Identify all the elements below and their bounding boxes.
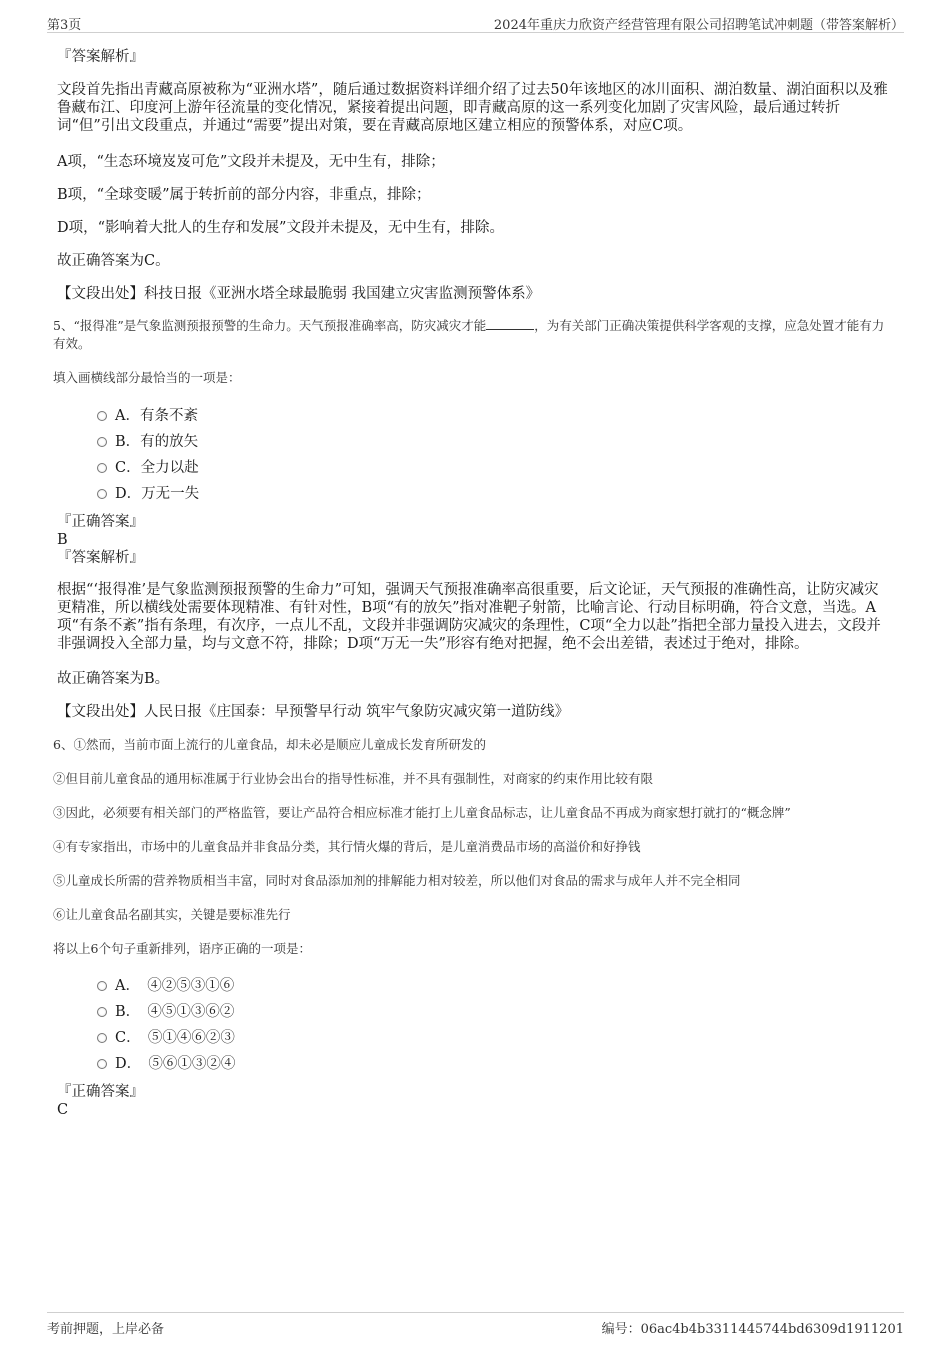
page-footer xyxy=(47,1312,904,1337)
q6-sentence-1: 6、①然而，当前市面上流行的儿童食品，却未必是顺应儿童成长发育所研发的 xyxy=(53,737,486,752)
radio-icon[interactable] xyxy=(97,1007,107,1017)
q6-sentence-4: ④有专家指出，市场中的儿童食品并非食品分类，其行情火爆的背后，是儿童消费品市场的高溢价和好挣钱 xyxy=(53,839,641,854)
q4-source: 【文段出处】科技日报《亚洲水塔全球最脆弱 我国建立灾害监测预警体系》 xyxy=(57,286,541,302)
page-content xyxy=(53,44,897,1119)
q5-option-d-label: D．万无一失 xyxy=(115,486,200,502)
q6-option-list xyxy=(97,973,897,1077)
q6-option-b-label: B． ④⑤①③⑥② xyxy=(115,1004,235,1020)
q5-source: 【文段出处】人民日报《庄国泰：早预警早行动 筑牢气象防灾减灾第一道防线》 xyxy=(57,704,570,720)
q6-answer-heading: 『正确答案』 xyxy=(57,1084,144,1100)
radio-icon[interactable] xyxy=(97,1059,107,1069)
document-serial: 编号：06ac4b4b3311445744bd6309d1911201 xyxy=(601,1322,904,1337)
q6-instruction: 将以上6个句子重新排列，语序正确的一项是： xyxy=(53,941,311,956)
q6-option-a[interactable] xyxy=(97,973,897,999)
q4-analysis-heading: 『答案解析』 xyxy=(57,49,144,65)
q5-answer-heading: 『正确答案』 xyxy=(57,514,144,530)
page-header xyxy=(47,10,904,33)
q5-conclusion: 故正确答案为B。 xyxy=(57,671,170,687)
q5-option-c[interactable] xyxy=(97,455,897,481)
q5-option-c-label: C．全力以赴 xyxy=(115,460,199,476)
q6-option-d-label: D． ⑤⑥①③②④ xyxy=(115,1056,236,1072)
q5-analysis-text: 根据“‘报得准’是气象监测预报预警的生命力”可知，强调天气预报准确率高很重要，后文论证，天气预报的准确性高，让防灾减灾更精准，所以横线处需要体现精准、有针对性，B项“有的放矢”指对准靶子射箭，比喻言论、行动目标明确，符合文意，当选。A项“有条不紊”指有条理，有次序，一点儿不乱，文段并非强调防灾减灾的条理性，C项“全力以赴”指把全部力量投入进去，文段并非强调投入全部力量，均与文意不符，排除；D项“万无一失”形容有绝对把握，绝不会出差错，表述过于绝对，排除。 xyxy=(57,582,881,652)
q6-option-b[interactable] xyxy=(97,999,897,1025)
q5-stem-part2: ，为有关部门正确决策提供科学客观的支撑，应急处置才能有力有效。 xyxy=(53,318,885,351)
q4-option-a-note: A项，“生态环境岌岌可危”文段并未提及，无中生有，排除； xyxy=(57,154,445,170)
q6-option-a-label: A． ④②⑤③①⑥ xyxy=(115,978,235,994)
q5-stem xyxy=(53,317,896,353)
q6-sentence-3: ③因此，必须要有相关部门的严格监管，要让产品符合相应标准才能打上儿童食品标志，让儿童食品不再成为商家想打就打的“概念牌” xyxy=(53,805,791,820)
q5-instruction: 填入画横线部分最恰当的一项是： xyxy=(53,370,241,385)
radio-icon[interactable] xyxy=(97,1033,107,1043)
page-number: 第3页 xyxy=(47,18,82,33)
q5-option-b-label: B．有的放矢 xyxy=(115,434,199,450)
radio-icon[interactable] xyxy=(97,411,107,421)
q4-option-d-note: D项，“影响着大批人的生存和发展”文段并未提及，无中生有，排除。 xyxy=(57,220,504,236)
q4-conclusion: 故正确答案为C。 xyxy=(57,253,170,269)
footer-slogan: 考前押题，上岸必备 xyxy=(47,1322,165,1337)
document-title: 2024年重庆力欣资产经营管理有限公司招聘笔试冲刺题（带答案解析） xyxy=(493,18,904,33)
q6-sentence-6: ⑥让儿童食品名副其实，关键是要标准先行 xyxy=(53,907,291,922)
q5-option-list xyxy=(97,403,897,507)
radio-icon[interactable] xyxy=(97,489,107,499)
q5-option-a-label: A．有条不紊 xyxy=(115,408,198,424)
q6-answer: C xyxy=(57,1102,69,1118)
q6-sentence-2: ②但目前儿童食品的通用标准属于行业协会出台的指导性标准，并不具有强制性，对商家的约束作用比较有限 xyxy=(53,771,654,786)
radio-icon[interactable] xyxy=(97,981,107,991)
q5-analysis-heading: 『答案解析』 xyxy=(57,550,144,566)
q4-option-b-note: B项，“全球变暖”属于转折前的部分内容，非重点，排除； xyxy=(57,187,431,203)
q6-sentence-5: ⑤儿童成长所需的营养物质相当丰富，同时对食品添加剂的排解能力相对较差，所以他们对食品的需求与成年人并不完全相同 xyxy=(53,873,741,888)
radio-icon[interactable] xyxy=(97,463,107,473)
q5-option-b[interactable] xyxy=(97,429,897,455)
radio-icon[interactable] xyxy=(97,437,107,447)
q5-option-d[interactable] xyxy=(97,481,897,507)
q5-option-a[interactable] xyxy=(97,403,897,429)
q5-blank-line xyxy=(486,317,534,330)
q6-option-c-label: C． ⑤①④⑥②③ xyxy=(115,1030,235,1046)
q5-stem-part1: 5、“报得准”是气象监测预报预警的生命力。天气预报准确率高，防灾减灾才能 xyxy=(53,318,487,333)
q4-analysis-text: 文段首先指出青藏高原被称为“亚洲水塔”，随后通过数据资料详细介绍了过去50年该地区的冰川面积、湖泊数量、湖泊面积以及雅鲁藏布江、印度河上游年径流量的变化情况，紧接着提出问题，即青藏高原的这一系列变化加剧了灾害风险，最后通过转折词“但”引出文段重点，并通过“需要”提出对策，要在青藏高原地区建立相应的预警体系，对应C项。 xyxy=(57,82,888,134)
q6-option-c[interactable] xyxy=(97,1025,897,1051)
q5-answer: B xyxy=(57,532,68,548)
q6-option-d[interactable] xyxy=(97,1051,897,1077)
